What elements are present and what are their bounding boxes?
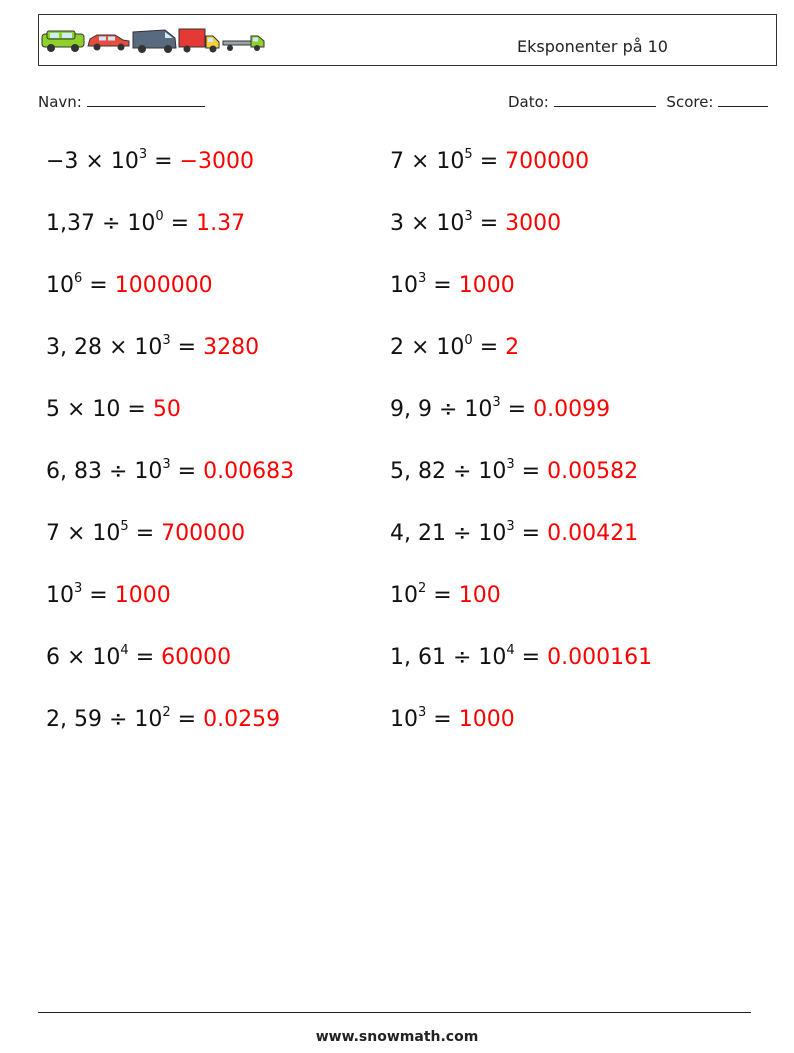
problem-expression: 5, 82 ÷ 10 <box>390 459 507 484</box>
problem-expression: 10 <box>46 273 74 298</box>
problem-item <box>46 332 260 361</box>
problem-item <box>46 518 246 547</box>
problem-answer: 700000 <box>161 521 246 546</box>
footer-url: www.snowmath.com <box>315 1029 479 1045</box>
problem-answer: 0.00582 <box>547 459 639 484</box>
problem-answer: 0.0099 <box>533 397 611 422</box>
problem-item <box>390 394 611 423</box>
date-line <box>554 93 656 107</box>
problem-exponent: 3 <box>418 270 427 286</box>
date-label: Dato: <box>508 93 549 111</box>
problem-expression: 3, 28 × 10 <box>46 335 163 360</box>
problem-item <box>46 397 181 423</box>
problem-expression: 10 <box>46 583 74 608</box>
problem-expression: 7 × 10 <box>390 149 465 174</box>
worksheet-title: Eksponenter på 10 <box>517 37 668 56</box>
equals-sign: = <box>472 149 506 174</box>
name-field <box>38 93 205 111</box>
problem-exponent: 3 <box>492 394 501 410</box>
problem-exponent: 3 <box>74 580 83 596</box>
problem-expression: 2 × 10 <box>390 335 465 360</box>
problem-exponent: 4 <box>506 642 515 658</box>
problem-exponent: 3 <box>162 456 171 472</box>
problem-item <box>46 704 281 733</box>
problem-exponent: 4 <box>120 642 129 658</box>
problem-item <box>46 208 246 237</box>
problem-exponent: 3 <box>418 704 427 720</box>
problem-item <box>46 456 295 485</box>
equals-sign: = <box>426 273 459 298</box>
problem-answer: 1000000 <box>114 273 213 298</box>
equals-sign: = <box>514 521 548 546</box>
problem-answer: 50 <box>152 397 181 422</box>
problem-exponent: 3 <box>464 208 473 224</box>
problem-answer: 0.000161 <box>547 645 653 670</box>
vehicle-strip <box>41 28 267 54</box>
problem-expression: 1, 61 ÷ 10 <box>390 645 507 670</box>
problem-answer: 0.00683 <box>203 459 295 484</box>
equals-sign: = <box>128 645 162 670</box>
red-car-icon <box>88 35 129 51</box>
green-car-icon <box>42 31 84 52</box>
problem-exponent: 0 <box>464 332 473 348</box>
problem-answer: 0.00421 <box>547 521 639 546</box>
problem-answer: 1000 <box>458 707 515 732</box>
problem-answer: 100 <box>458 583 501 608</box>
red-truck-icon <box>179 29 219 53</box>
equals-sign: = <box>472 335 506 360</box>
equals-sign: = <box>82 273 115 298</box>
problem-answer: 0.0259 <box>203 707 281 732</box>
problem-expression: 10 <box>390 583 418 608</box>
problem-expression: 6, 83 ÷ 10 <box>46 459 163 484</box>
equals-sign: = <box>514 459 548 484</box>
problem-answer: 3000 <box>505 211 562 236</box>
equals-sign: = <box>514 645 548 670</box>
problem-exponent: 3 <box>138 146 148 162</box>
name-line <box>87 93 205 107</box>
equals-sign: = <box>170 707 204 732</box>
problem-answer: 3280 <box>203 335 260 360</box>
problem-expression: −3 × 10 <box>46 149 139 174</box>
problem-exponent: 3 <box>162 332 171 348</box>
problem-answer: 700000 <box>505 149 590 174</box>
equals-sign: = <box>472 211 506 236</box>
problem-item <box>390 270 515 299</box>
problem-expression: 4, 21 ÷ 10 <box>390 521 507 546</box>
problem-item <box>46 580 171 609</box>
name-label: Navn: <box>38 93 82 111</box>
equals-sign: = <box>426 583 459 608</box>
problem-expression: 10 <box>390 273 418 298</box>
problem-exponent: 2 <box>418 580 427 596</box>
problem-item <box>390 704 515 733</box>
equals-sign: = <box>82 583 115 608</box>
problem-exponent: 5 <box>464 146 473 162</box>
equals-sign: = <box>147 149 180 174</box>
problem-item <box>390 580 501 609</box>
flatbed-truck-icon <box>223 36 264 51</box>
van-icon <box>133 30 176 53</box>
score-line <box>718 93 768 107</box>
equals-sign: = <box>163 211 197 236</box>
problem-exponent: 6 <box>74 270 83 286</box>
problem-expression: 2, 59 ÷ 10 <box>46 707 163 732</box>
problem-expression: 6 × 10 <box>46 645 121 670</box>
problem-expression: 9, 9 ÷ 10 <box>390 397 493 422</box>
problem-exponent: 2 <box>162 704 171 720</box>
equals-sign: = <box>500 397 534 422</box>
problem-exponent: 3 <box>506 456 515 472</box>
problem-item <box>46 270 213 299</box>
equals-sign: = <box>426 707 459 732</box>
problem-answer: 1000 <box>114 583 171 608</box>
problem-exponent: 5 <box>120 518 129 534</box>
date-score-field <box>508 93 768 111</box>
problem-item <box>390 332 520 361</box>
problem-answer: 60000 <box>161 645 232 670</box>
problem-item <box>46 642 232 671</box>
problem-exponent: 0 <box>155 208 164 224</box>
equals-sign: = <box>128 521 162 546</box>
problem-answer: 1.37 <box>196 211 246 236</box>
score-label: Score: <box>666 93 714 111</box>
problem-item <box>390 456 639 485</box>
problem-item <box>390 642 653 671</box>
problem-item <box>390 146 590 175</box>
problem-answer: 1000 <box>458 273 515 298</box>
worksheet-header <box>38 14 777 66</box>
problem-answer: 2 <box>505 335 520 360</box>
equals-sign: = <box>170 335 204 360</box>
problem-expression: 3 × 10 <box>390 211 465 236</box>
problem-item <box>46 146 254 175</box>
equals-sign: = <box>170 459 204 484</box>
problem-item <box>390 208 562 237</box>
problem-expression: 5 × 10 <box>46 397 121 422</box>
problem-expression: 7 × 10 <box>46 521 121 546</box>
equals-sign: = <box>120 397 153 422</box>
problem-expression: 10 <box>390 707 418 732</box>
problem-exponent: 3 <box>506 518 515 534</box>
footer-divider <box>38 1012 751 1013</box>
problem-answer: −3000 <box>179 149 254 174</box>
problem-item <box>390 518 639 547</box>
problem-expression: 1,37 ÷ 10 <box>46 211 156 236</box>
